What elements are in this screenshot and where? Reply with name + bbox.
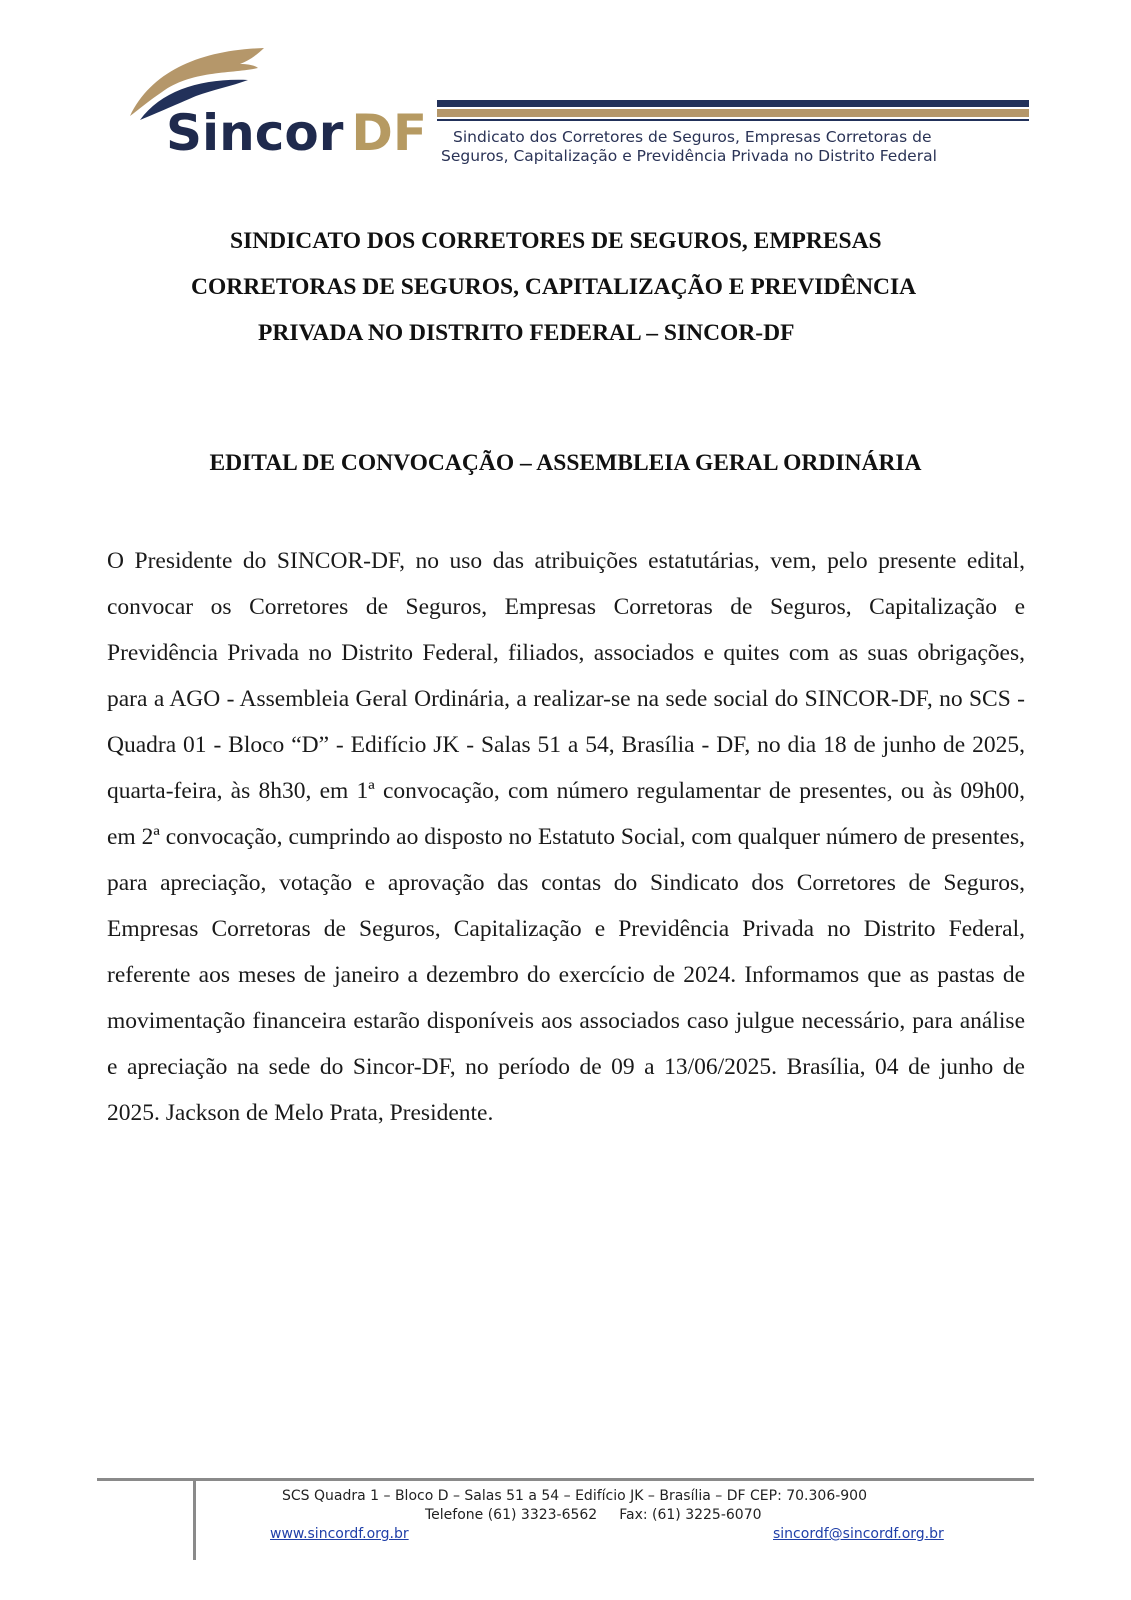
organization-title-line-1: SINDICATO DOS CORRETORES DE SEGUROS, EMPRESAS (230, 228, 882, 254)
organization-title-line-2: CORRETORAS DE SEGUROS, CAPITALIZAÇÃO E PREVIDÊNCIA (191, 274, 917, 300)
footer-divider (97, 1478, 1034, 1481)
tagline-line-1: Sindicato dos Corretores de Seguros, Empresas Corretoras de (453, 128, 932, 146)
footer-email-link[interactable]: sincordf@sincordf.org.br (773, 1526, 944, 1542)
header-stripes (437, 100, 1029, 121)
logo-wordmark-accent: DF (351, 104, 428, 162)
edital-heading (0, 448, 1131, 478)
edital-heading-text: EDITAL DE CONVOCAÇÃO – ASSEMBLEIA GERAL ORDINÁRIA (209, 450, 922, 476)
header-tagline (441, 128, 1031, 166)
logo-wordmark (166, 104, 428, 162)
footer-contact-numbers (425, 1506, 762, 1525)
footer-address: SCS Quadra 1 – Bloco D – Salas 51 a 54 – Edifício JK – Brasília – DF CEP: 70.306-900 (282, 1488, 867, 1504)
footer-fax: Fax: (61) 3225-6070 (619, 1507, 762, 1523)
tagline-line-2: Seguros, Capitalização e Previdência Privada no Distrito Federal (441, 147, 937, 165)
letterhead (0, 0, 1131, 190)
sincor-df-logo (122, 40, 432, 170)
header-stripe-gold (437, 109, 1029, 117)
edital-body-paragraph: O Presidente do SINCOR-DF, no uso das atribuições estatutárias, vem, pelo presente edital, convocar os Corretores de Seguros, Empresas Corretoras de Seguros, Capitalização e Previdência Privada no Distrito Federal, filiados, associados e quites com as suas obrigações, para a AGO - Assembleia Geral Ordinária, a realizar-se na sede social do SINCOR-DF, no SCS - Quadra 01 - Bloco “D” - Edifício JK - Salas 51 a 54, Brasília - DF, no dia 18 de junho de 2025, quarta-feira, às 8h30, em 1ª convocação, com número regulamentar de presentes, ou às 09h00, em 2ª convocação, cumprindo ao disposto no Estatuto Social, com qualquer número de presentes, para apreciação, votação e aprovação das contas do Sindicato dos Corretores de Seguros, Empresas Corretoras de Seguros, Capitalização e Previdência Privada no Distrito Federal, referente aos meses de janeiro a dezembro do exercício de 2024. Informamos que as pastas de movimentação financeira estarão disponíveis aos associados caso julgue necessário, para análise e apreciação na sede do Sincor-DF, no período de 09 a 13/06/2025. Brasília, 04 de junho de 2025. Jackson de Melo Prata, Presidente. (107, 548, 1025, 1126)
footer-phone: Telefone (61) 3323-6562 (425, 1507, 598, 1523)
organization-title-line-3: PRIVADA NO DISTRITO FEDERAL – SINCOR-DF (258, 320, 795, 346)
footer-website-link[interactable]: www.sincordf.org.br (270, 1526, 409, 1542)
footer-vertical-divider (193, 1480, 196, 1560)
header-stripe-thin (437, 119, 1029, 121)
edital-body (107, 538, 1025, 1136)
header-stripe-navy (437, 100, 1029, 107)
logo-wordmark-main: Sincor (166, 104, 344, 162)
